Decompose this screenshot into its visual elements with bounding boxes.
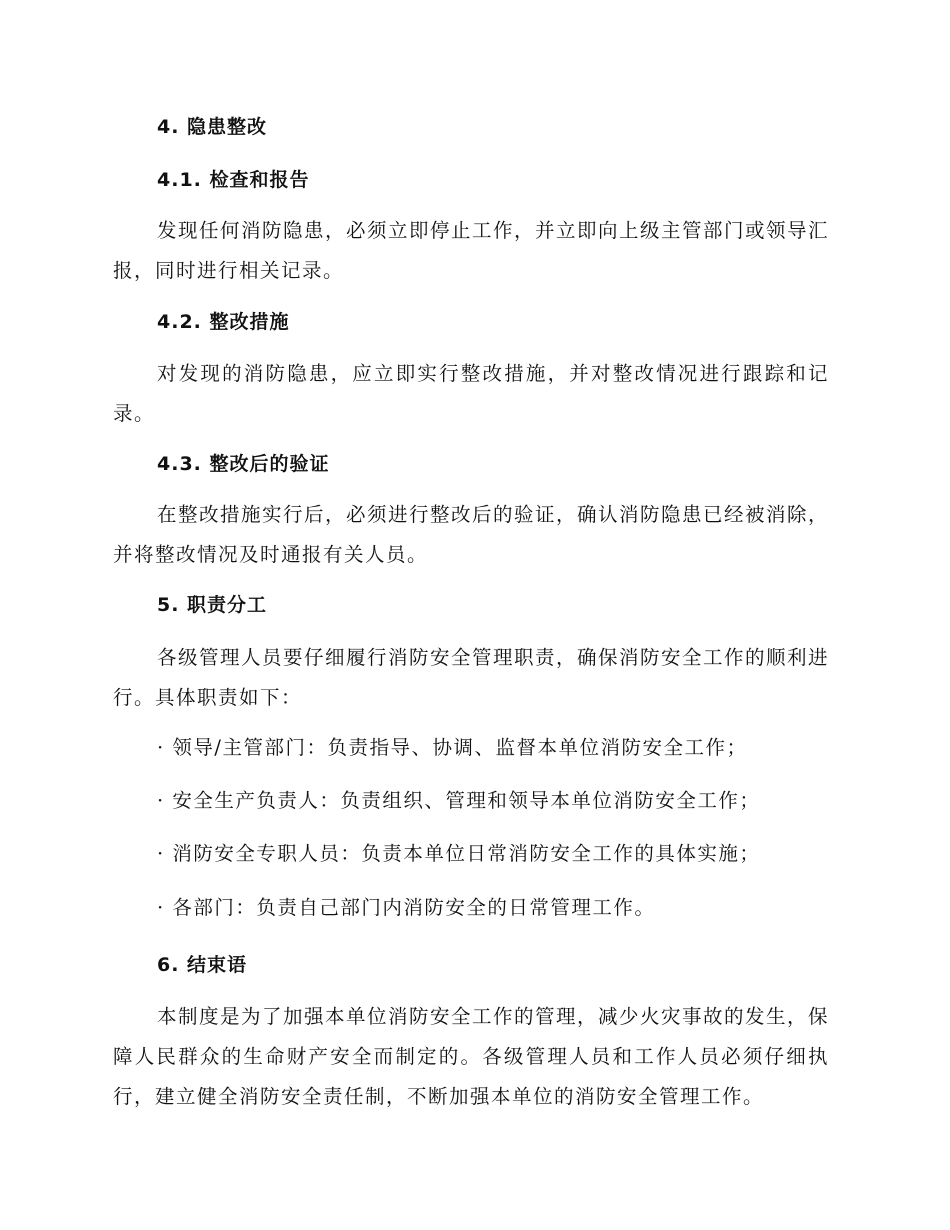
paragraph-5: 各级管理人员要仔细履行消防安全管理职责，确保消防安全工作的顺利进行。具体职责如下：	[113, 646, 830, 709]
bullet-item-2: · 安全生产负责人：负责组织、管理和领导本单位消防安全工作；	[157, 789, 761, 812]
bullet-item-3: · 消防安全专职人员：负责本单位日常消防安全工作的具体实施；	[157, 842, 761, 865]
section-heading-5: 5. 职责分工	[157, 594, 268, 616]
paragraph-6: 本制度是为了加强本单位消防安全工作的管理，减少火灾事故的发生，保障人民群众的生命财产安全而制定的。各级管理人员和工作人员必须仔细执行，建立健全消防安全责任制，不断加强本单位的消防安全管理工作。	[113, 1005, 830, 1108]
paragraph-4-2: 对发现的消防隐患，应立即实行整改措施，并对整改情况进行跟踪和记录。	[113, 362, 829, 425]
section-heading-6: 6. 结束语	[157, 954, 248, 976]
subsection-heading-4-1: 4.1. 检查和报告	[157, 169, 310, 191]
subsection-heading-4-3: 4.3. 整改后的验证	[157, 453, 330, 475]
section-heading-4: 4. 隐患整改	[157, 116, 268, 138]
paragraph-4-3: 在整改措施实行后，必须进行整改后的验证，确认消防隐患已经被消除，并将整改情况及时通报有关人员。	[113, 503, 830, 566]
bullet-item-1: · 领导/主管部门：负责指导、协调、监督本单位消防安全工作；	[157, 736, 748, 759]
bullet-item-4: · 各部门：负责自己部门内消防安全的日常管理工作。	[157, 896, 656, 919]
paragraph-4-1: 发现任何消防隐患，必须立即停止工作，并立即向上级主管部门或领导汇报，同时进行相关记录。	[113, 219, 830, 282]
subsection-heading-4-2: 4.2. 整改措施	[157, 311, 290, 333]
